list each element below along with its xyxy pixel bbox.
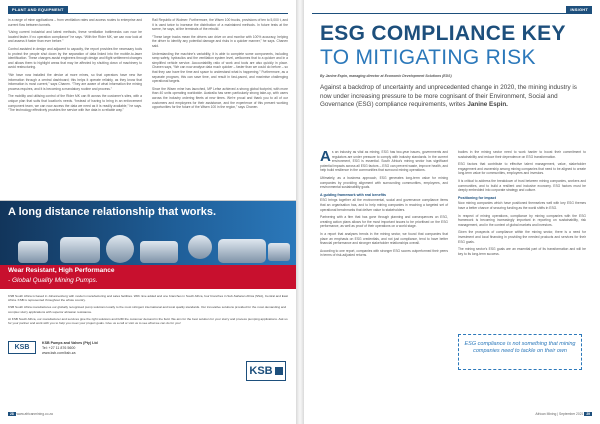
header-rule <box>8 13 288 14</box>
footer-date: September 2021 <box>559 412 584 416</box>
advert-headline: A long distance relationship that works. <box>8 206 217 218</box>
paragraph: Understanding the machine's variability, it is able to complete some components, including ramp safety, hydraulics and the ventilation system level, wellcomes that to a quicker and in a simplified vehicle service. Accountability ratio of work and tools are also quickly in place. Chanen says, “We can now analyse data much quicker – faster than we could do before – so that they can have the time and space to understand what is happening.” Furthermore, as a separate program, this can save time, and result in fast-paced, and maximise challenging operational targets. <box>152 51 288 84</box>
paragraph: In a report that analyses trends in the mining sector, we found that companies that place an emphasis on ESG credentials, and not just compliance, tend to have better financial performance and stronger stakeholder relationships overall. <box>320 231 448 246</box>
paragraph: ESG brings together all the environmental, social and governance compliance items that an organisation has, and to help mining companies in reaching a targeted set of operational benchmarks that deliver value to stakeholders. <box>320 198 448 212</box>
paragraph: “We have now installed the device at more mines, so that operators have new live information through a central dashboard; this helps it operate reliably, as they know that information is most current,” says Chanen. “They are aware of what information the mining process requires, and it is becoming a mandatory routine and process.” <box>8 72 142 91</box>
paragraph: The mobility and utilising control of the Rider MK can fit across the customer's sites, with a unique plan that suits that location's needs. “Instead of having to bring in an enforcement component team, we can now access the data we need as it is readily available,” he says. “The technology effectively provides the service with live data in a reliable way.” <box>8 94 142 113</box>
article-title-line-2: TO MITIGATING RISK <box>320 46 536 69</box>
paragraph: The mining sector's ESG goals are an essential part of its transformation and will be key to its long-term success. <box>458 247 586 256</box>
byline: By Janine Espin, managing director at Economic Development Solutions (EDS) <box>320 74 452 78</box>
article-title-line-1: ESG COMPLIANCE KEY <box>320 22 566 45</box>
advert-body <box>8 294 288 328</box>
paragraph: bodies in the mining sector need to work harder to boost their commitment to sustainability and reduce their dependence on ESG transformation. <box>458 150 586 159</box>
advert-tagline-sub: - Global Quality Mining Pumps. <box>8 277 98 284</box>
advert-tagline-bar <box>0 265 296 289</box>
company-website[interactable]: www.ksb.com/ksb-za <box>42 350 76 355</box>
pull-quote: ESG compliance is not something that mining companies need to tackle on their own <box>458 334 582 370</box>
paragraph: Partnering with a firm that has gone through planning and consequences on ESG, creating action plans allows for the most important issues to be prioritised on the ESG performance, as well as proof of their operations on a world stage. <box>320 215 448 229</box>
header-rule <box>312 13 592 14</box>
page-footer: African Mining | September 2021 29 <box>535 412 590 416</box>
ksb-logo-small: KSB <box>8 341 36 354</box>
company-contact: Tel: +27 11 876 5600 <box>42 345 76 350</box>
paragraph: in a range of mine applications – from ventilation rates and access routes to enterprise and current flow between tunnels. <box>8 18 142 27</box>
paragraph: As an industry as vital as mining, ESG has two-year issues, governments and regulators are under pressure to comply with industry standards. In the current environment, ESG is essential. South Africa's mining sector has significant potential impacts across all ESG factors – ESG can prevent waste, improve health, and help build resilience in the communities that surround mining operations. <box>320 148 448 173</box>
paragraph: Given the prospects of compliance within the mining sector, there is a need for investment and local financing in providing the needed products and services for their ESG goals. <box>458 230 586 244</box>
ksb-advert <box>0 200 296 401</box>
paragraph: “Using current industrial and latest methods, these ventilation bottlenecks can now be located faster. If no operation compliance” he says. “With the Rider MK, we can now look at and assess it faster than ever before.” <box>8 30 142 44</box>
section-label: INSIGHT <box>566 6 592 13</box>
footer-magazine: African Mining <box>535 412 557 416</box>
paragraph: KSB South Africa manufactures our globally recognised pump solutions locally to the most stringent international and local quality standards. Our innovative solutions provided for the most demanding and complex slurry applications with superior abrasion resistance. <box>8 305 287 314</box>
article-column-1 <box>8 18 142 116</box>
paragraph: Ultimately, as a business approach, ESG generates long-term value for mining companies by providing alignment with surrounding communities, employees, and environmental sustainability goals. <box>320 175 448 190</box>
subheading: A guiding framework with real benefits <box>320 192 386 197</box>
paragraph: Control assisted in design and adjacent to capacity, the report provides the necessary tools to protect the people shut down by the separation of data linked into the mobile-to-laser identification. These changes assist engineers through design and flight settlement changes and allows them to highlight areas that may be affected by shutting down of machinery to avoid restructuring. <box>8 46 142 70</box>
spread-gutter <box>296 0 304 424</box>
paragraph: At KSB South Africa, our manufacturer and services give the right solutions and fulfill the customer demand in the field. We aim for the best solution for your slurry and process pumping applications. Ask us for your partner and work with you to help you meet your project goals. Give us a call or visit us to see what we can do for you! <box>8 316 288 326</box>
article-column-1 <box>320 150 448 261</box>
paragraph: According to one report, companies with stronger ESG scores outperformed their peers in terms of risk-adjusted returns. <box>320 248 448 258</box>
page-footer <box>8 412 53 416</box>
paragraph: Now mining companies which have positioned themselves well with key ESG themes have a better chance of securing funding as the world shifts in ESG. <box>458 201 586 210</box>
paragraph: Since the Wisen mine has launched, MP Lefse achieved a strong global footprint, with more than 40 units operating worldwide. Australia has seen particularly strong take-up, with users across the industry ordering fleets at new times. We're proud and thank you to all of our customers and employees for their assistance, and the experience of this present working opportunities for the future of the Wisen 100 in the region,” says Chanen. <box>152 86 288 110</box>
page-number: 28 <box>10 412 14 416</box>
ksb-mark-icon <box>275 367 283 375</box>
left-page <box>0 0 296 424</box>
paragraph: ESG factors that contribute to effective talent management, value, stakeholder engagement and ownership among mining companies that need to be aligned to create long-term value for communities, employees and investors. <box>458 162 586 176</box>
article-column-2 <box>152 18 288 113</box>
subheading: Positioning for impact <box>458 195 496 200</box>
paragraph: KSB South Africa is based in Johannesburg with modern manufacturing and sales facilities. With nine added and one branches in South Africa, four branches in Sub-Saharan Africa (SSA), Central and East Africa. KSB is represented throughout the whole country. <box>8 294 288 303</box>
paragraph: “These large trucks mean the drivers can drive on and monitor with 100% accuracy, helping the driver to identify any potential damage and risks in a quicker manner,” he says. Chanen said. <box>152 34 288 48</box>
drop-cap: A <box>320 148 331 165</box>
right-page <box>304 0 600 424</box>
ksb-logo: KSB <box>246 361 286 381</box>
paragraph: Rail Republic of Wolmer: Furthermore, the Wisen 100 trucks, provisions of ten to 5,000 t, and it is used twice to increase the distribution of a maintained methods. In future tests at the scene, he says, at the terminals of the rebuild. <box>152 18 288 32</box>
paragraph: It is critical to address the breakdown of trust between mining companies, workers and communities, and to build a resilient and inclusive economy. ESG factors must be deeply embedded into corporate strategy and culture. <box>458 178 586 193</box>
page-number: 29 <box>586 412 590 416</box>
advert-company <box>42 341 98 355</box>
article-column-2 <box>458 150 586 332</box>
advert-tagline: Wear Resistant, High Performance <box>8 267 115 274</box>
standfirst: Against a backdrop of uncertainty and unprecedented change in 2020, the mining industry is now under increasing pressure to be more cognisant of their Environment, Social and Governance (ESG) compliance requirements, writes Janine Espin. <box>320 84 577 109</box>
footer-url[interactable]: www.africanmining.co.za <box>16 412 53 416</box>
company-name: KSB Pumps and Valves (Pty) Ltd <box>42 341 98 345</box>
section-label: PLANT AND EQUIPMENT <box>8 6 68 13</box>
paragraph: In respect of mining operations, compliance by mining companies with the ESG framework is becoming increasingly important in reporting on sustainability, risk management, and in the context of global markets and investors. <box>458 213 586 227</box>
